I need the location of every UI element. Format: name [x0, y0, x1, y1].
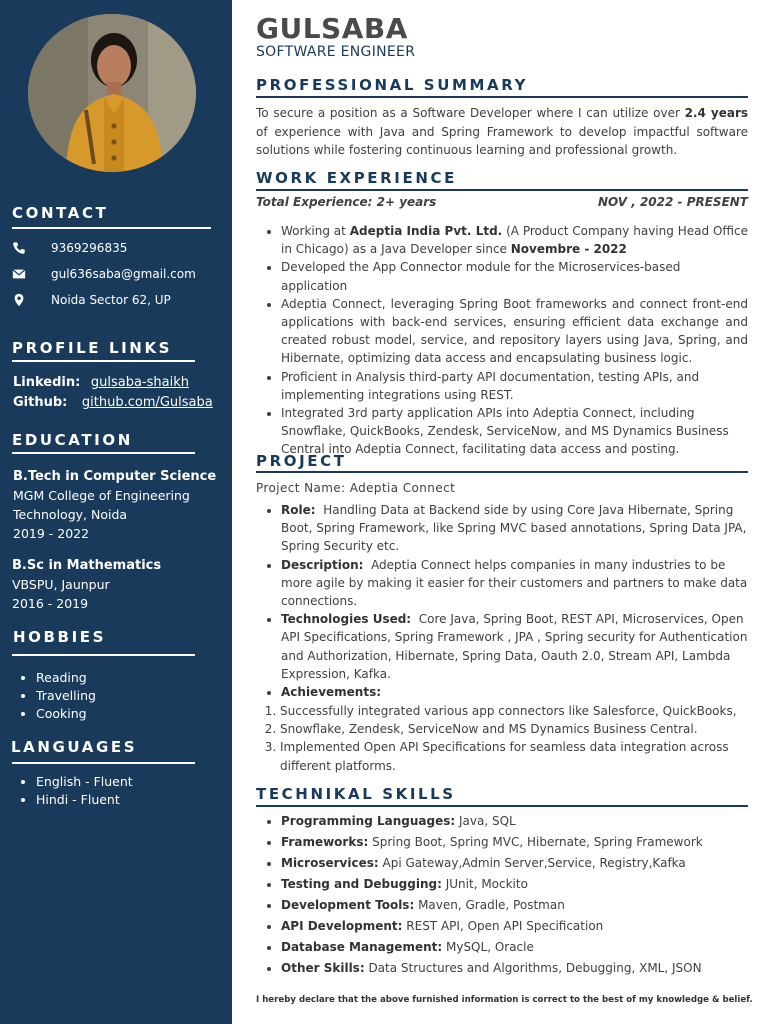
github-link[interactable]: github.com/Gulsaba — [81, 395, 213, 410]
list-item: • English - Fluent — [36, 773, 133, 791]
project-divider — [256, 471, 748, 473]
mail-icon — [12, 267, 34, 281]
list-item: • Development Tools: Maven, Gradle, Postman — [281, 895, 748, 916]
list-item: • Working at Adeptia India Pvt. Ltd. (A Product Company having Head Office in Chicago) as a Java Developer since Novembre - 2022 — [281, 222, 748, 258]
languages-divider — [12, 762, 195, 764]
total-experience: Total Experience: 2+ years — [256, 195, 437, 209]
hobbies-divider — [12, 654, 195, 656]
list-item: • Adeptia Connect, leveraging Spring Boot frameworks and connect front-end applications with back-end services, ensuring efficient data exchange and created robust model, service, and repository layers using Java, Spring, and Hibernate, optimizing data access and encapsulating business logic. — [281, 295, 748, 368]
work-divider — [256, 189, 748, 191]
linkedin-link[interactable]: gulsaba-shaikh — [90, 375, 189, 390]
hobbies-heading: HOBBIES — [13, 628, 107, 646]
project-name: Project Name: Adeptia Connect — [256, 481, 456, 495]
summary-divider — [256, 96, 748, 98]
list-item: • Other Skills: Data Structures and Algorithms, Debugging, XML, JSON — [281, 958, 748, 979]
languages-heading: LANGUAGES — [11, 738, 138, 756]
education-item-bsc — [12, 556, 161, 613]
education-school: VBSPU, Jaunpur — [12, 577, 110, 592]
github-row — [13, 395, 213, 410]
list-item: • Reading — [36, 669, 96, 687]
skills-list — [266, 811, 748, 979]
location-pin-icon — [12, 293, 34, 307]
experience-summary-row — [256, 195, 748, 209]
education-years: 2016 - 2019 — [12, 596, 89, 611]
profile-photo — [28, 14, 196, 172]
github-label: Github: — [13, 395, 68, 410]
list-item: • Microservices: Api Gateway,Admin Server,Service, Registry,Kafka — [281, 853, 748, 874]
list-item: • API Development: REST API, Open API Specification — [281, 916, 748, 937]
list-item: • Database Management: MySQL, Oracle — [281, 937, 748, 958]
hobbies-list — [22, 669, 96, 723]
list-item: • Programming Languages: Java, SQL — [281, 811, 748, 832]
education-heading: EDUCATION — [12, 431, 133, 449]
list-item: • Frameworks: Spring Boot, Spring MVC, Hibernate, Spring Framework — [281, 832, 748, 853]
candidate-role: SOFTWARE ENGINEER — [256, 44, 416, 60]
candidate-name: GULSABA — [256, 12, 408, 45]
education-school-cont: Technology, Noida — [13, 507, 128, 522]
list-item: • Testing and Debugging: JUnit, Mockito — [281, 874, 748, 895]
work-bullets — [266, 222, 748, 459]
sidebar — [0, 0, 232, 1024]
list-item: • Cooking — [36, 705, 96, 723]
summary-text: To secure a position as a Software Developer where I can utilize over 2.4 years of experience with Java and Spring Framework to develop impactful software solutions while fostering continuous learning and professional growth. — [256, 106, 749, 157]
email-address[interactable]: gul636saba@gmail.com — [51, 267, 196, 281]
achievements-list — [266, 702, 748, 775]
linkedin-label: Linkedin: — [13, 375, 81, 390]
phone-icon — [12, 241, 34, 255]
contact-email — [12, 267, 196, 281]
education-degree: B.Tech in Computer Science — [13, 469, 217, 484]
list-item: • Description: Adeptia Connect helps companies in many industries to be more agile by making it easier for their customers and partners to make data connections. — [281, 556, 748, 611]
education-degree: B.Sc in Mathematics — [12, 558, 162, 573]
contact-phone — [12, 241, 127, 255]
list-item: • Integrated 3rd party application APIs into Adeptia Connect, including Snowflake, QuickBooks, Zendesk, ServiceNow, and MS Dynamics Business Central into Adeptia Connect, facilitating data access and posting. — [281, 404, 748, 459]
contact-divider — [12, 227, 211, 229]
list-item: • Technologies Used: Core Java, Spring Boot, REST API, Microservices, Open API Specifications, Spring Framework , JPA , Spring security for Authentication and Authorization, Hibernate, Spring Data, Oauth 2.0, Stream API, Lambda Expression, Kafka. — [281, 610, 748, 683]
skills-heading: TECHNIKAL SKILLS — [256, 785, 456, 803]
list-item: • Role: Handling Data at Backend side by using Core Java Hibernate, Spring Boot, Spring Framework, like Spring MVC based annotations, Spring Data JPA, Spring Security etc. — [281, 501, 748, 556]
project-bullets — [266, 501, 748, 701]
experience-period: NOV , 2022 - PRESENT — [597, 195, 748, 209]
profile-links-divider — [12, 360, 195, 362]
location-text: Noida Sector 62, UP — [51, 293, 171, 307]
contact-location — [12, 293, 171, 307]
list-item: • Travelling — [36, 687, 96, 705]
work-heading: WORK EXPERIENCE — [256, 169, 457, 187]
education-years: 2019 - 2022 — [13, 526, 90, 541]
list-item: • Proficient in Analysis third-party API documentation, testing APIs, and implementing integrations using REST. — [281, 368, 748, 404]
languages-list — [22, 773, 133, 809]
declaration-text: I hereby declare that the above furnished information is correct to the best of my knowledge & belief. — [256, 995, 753, 1005]
list-item: 1. Successfully integrated various app connectors like Salesforce, QuickBooks, — [280, 702, 748, 720]
phone-number[interactable]: 9369296835 — [51, 241, 128, 255]
education-school: MGM College of Engineering — [13, 488, 190, 503]
profile-links-heading: PROFILE LINKS — [12, 339, 173, 357]
list-item: • Developed the App Connector module for the Microservices-based application — [281, 258, 748, 294]
summary-heading: PROFESSIONAL SUMMARY — [256, 76, 529, 94]
list-item: 3. Implemented Open API Specifications for seamless data integration across different platforms. — [280, 738, 748, 774]
education-item-btech — [13, 467, 216, 543]
linkedin-row — [13, 375, 189, 390]
list-item: 2. Snowflake, Zendesk, ServiceNow and MS Dynamics Business Central. — [280, 720, 748, 738]
project-heading: PROJECT — [256, 452, 347, 470]
list-item: • Hindi - Fluent — [36, 791, 133, 809]
contact-heading: CONTACT — [12, 204, 109, 222]
list-item: • Achievements: — [281, 683, 748, 701]
skills-divider — [256, 805, 748, 807]
education-divider — [12, 452, 195, 454]
